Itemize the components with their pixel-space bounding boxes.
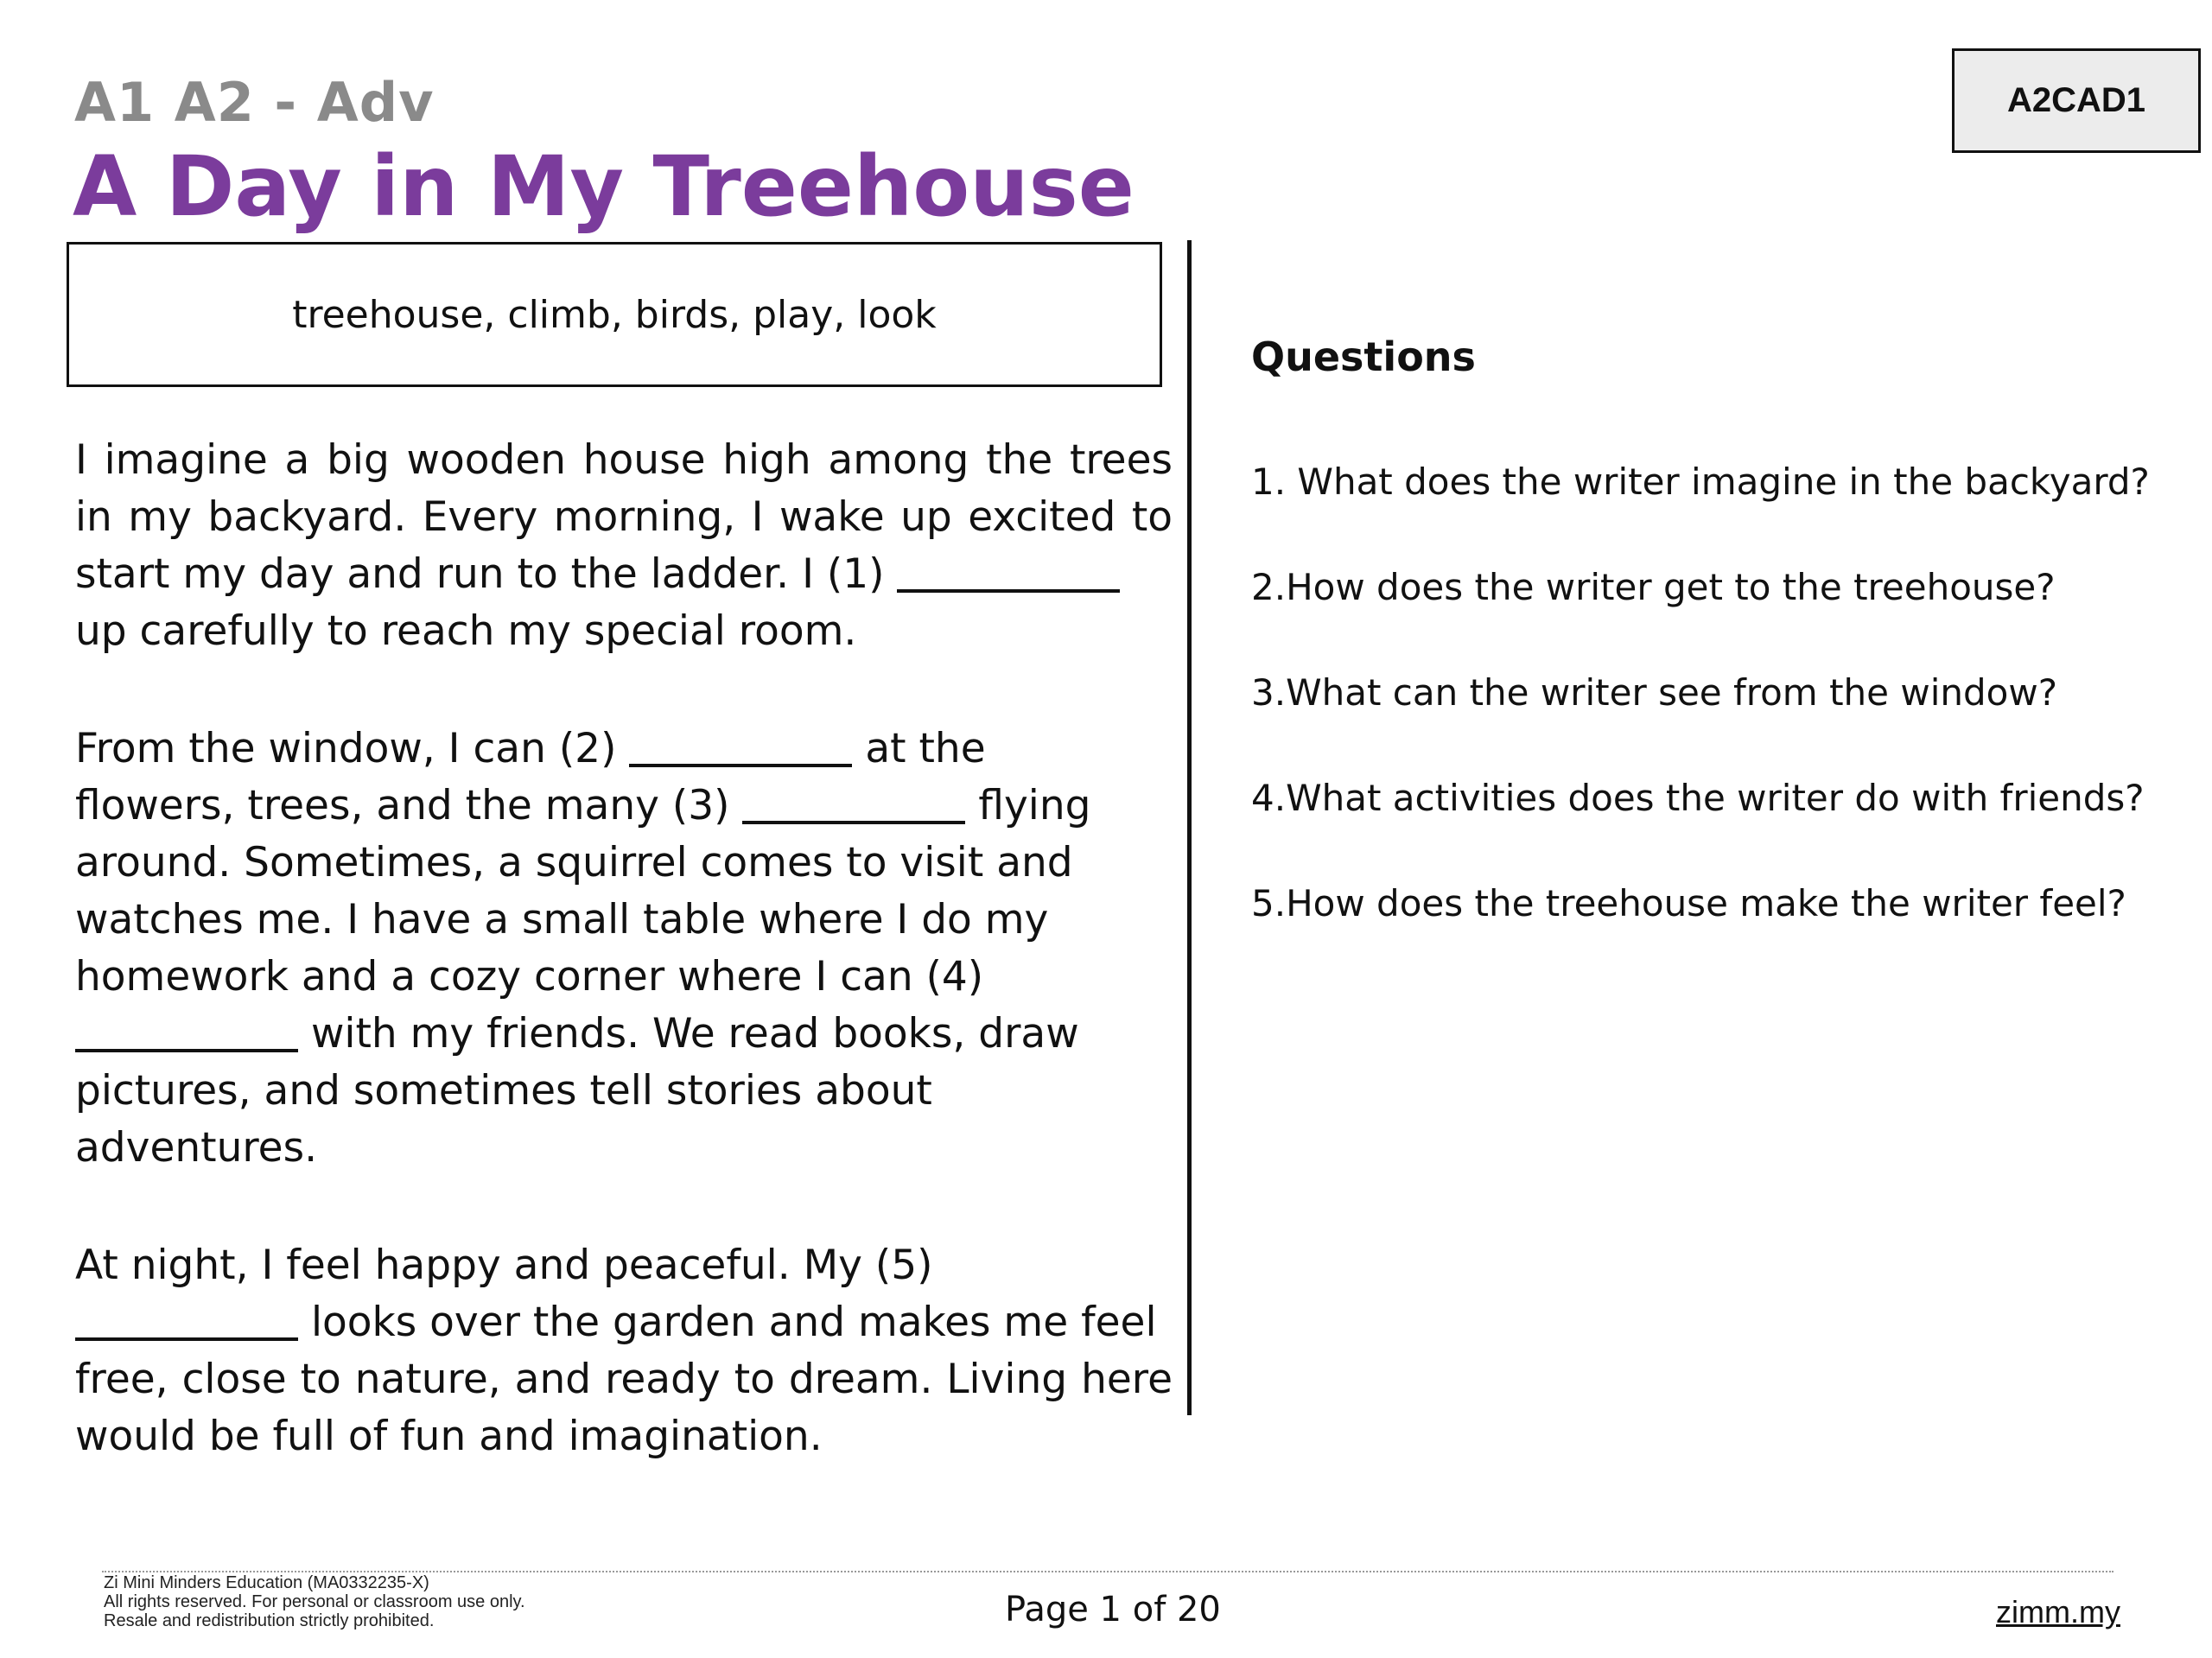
passage-line: homework and a cozy corner where I can (4) [75, 953, 984, 1001]
passage-line: I imagine a big wooden house high among the trees [75, 436, 1173, 484]
blank-1[interactable] [897, 589, 1120, 593]
worksheet-title: A Day in My Treehouse [73, 138, 1135, 235]
passage-line: pictures, and sometimes tell stories about [75, 1067, 932, 1115]
copyright-notice [104, 1573, 525, 1630]
passage-line: in my backyard. Every morning, I wake up excited to [75, 493, 1173, 541]
worksheet-code-badge [1952, 48, 2201, 153]
passage-line [75, 546, 1173, 603]
questions-heading: Questions [1251, 334, 1476, 380]
question-item: 4.What activities does the writer do with friends? [1251, 777, 2145, 819]
passage-paragraph-1 [75, 432, 1173, 660]
passage-line: At night, I feel happy and peaceful. My (5) [75, 1242, 933, 1289]
copyright-line: Zi Mini Minders Education (MA0332235-X) [104, 1573, 429, 1592]
passage-line [75, 721, 1173, 778]
passage-text: start my day and run to the ladder. I (1) [75, 550, 885, 598]
column-divider [1187, 240, 1192, 1415]
worksheet-code: A2CAD1 [2006, 81, 2146, 119]
passage-text: at the [865, 725, 986, 772]
page-number: Page 1 of 20 [1005, 1590, 1221, 1629]
passage-text: From the window, I can (2) [75, 725, 617, 772]
reading-passage [75, 432, 1173, 1465]
question-item: 1. What does the writer imagine in the backyard? [1251, 461, 2150, 503]
word-bank-box [67, 242, 1162, 387]
passage-line: free, close to nature, and ready to dream. Living here [75, 1356, 1173, 1403]
copyright-line: All rights reserved. For personal or classroom use only. [104, 1592, 525, 1611]
passage-paragraph-2 [75, 721, 1173, 1177]
blank-4[interactable] [75, 1049, 298, 1052]
passage-line: watches me. I have a small table where I do my [75, 896, 1049, 943]
blank-5[interactable] [75, 1337, 298, 1341]
passage-text: looks over the garden and makes me feel [310, 1299, 1157, 1346]
passage-line [75, 1294, 1173, 1351]
passage-text: flying [978, 782, 1091, 829]
question-item: 5.How does the treehouse make the writer feel? [1251, 882, 2126, 924]
question-item: 2.How does the writer get to the treehouse? [1251, 566, 2056, 608]
passage-line [75, 778, 1173, 835]
passage-line: around. Sometimes, a squirrel comes to visit and [75, 839, 1073, 886]
word-bank-text: treehouse, climb, birds, play, look [292, 292, 937, 337]
blank-3[interactable] [742, 821, 965, 824]
passage-paragraph-3 [75, 1237, 1173, 1465]
website-link[interactable]: zimm.my [1996, 1594, 2120, 1629]
footer-divider [102, 1571, 2113, 1572]
level-label: A1 A2 - Adv [74, 71, 435, 134]
passage-text: with my friends. We read books, draw [310, 1010, 1079, 1058]
blank-2[interactable] [629, 764, 852, 767]
passage-line: adventures. [75, 1124, 318, 1172]
copyright-line: Resale and redistribution strictly prohibited. [104, 1611, 435, 1630]
passage-line [75, 1006, 1173, 1063]
passage-line: up carefully to reach my special room. [75, 607, 857, 655]
questions-list [1251, 456, 2202, 983]
passage-text: flowers, trees, and the many (3) [75, 782, 730, 829]
passage-line: would be full of fun and imagination. [75, 1413, 823, 1460]
question-item: 3.What can the writer see from the window? [1251, 671, 2057, 714]
